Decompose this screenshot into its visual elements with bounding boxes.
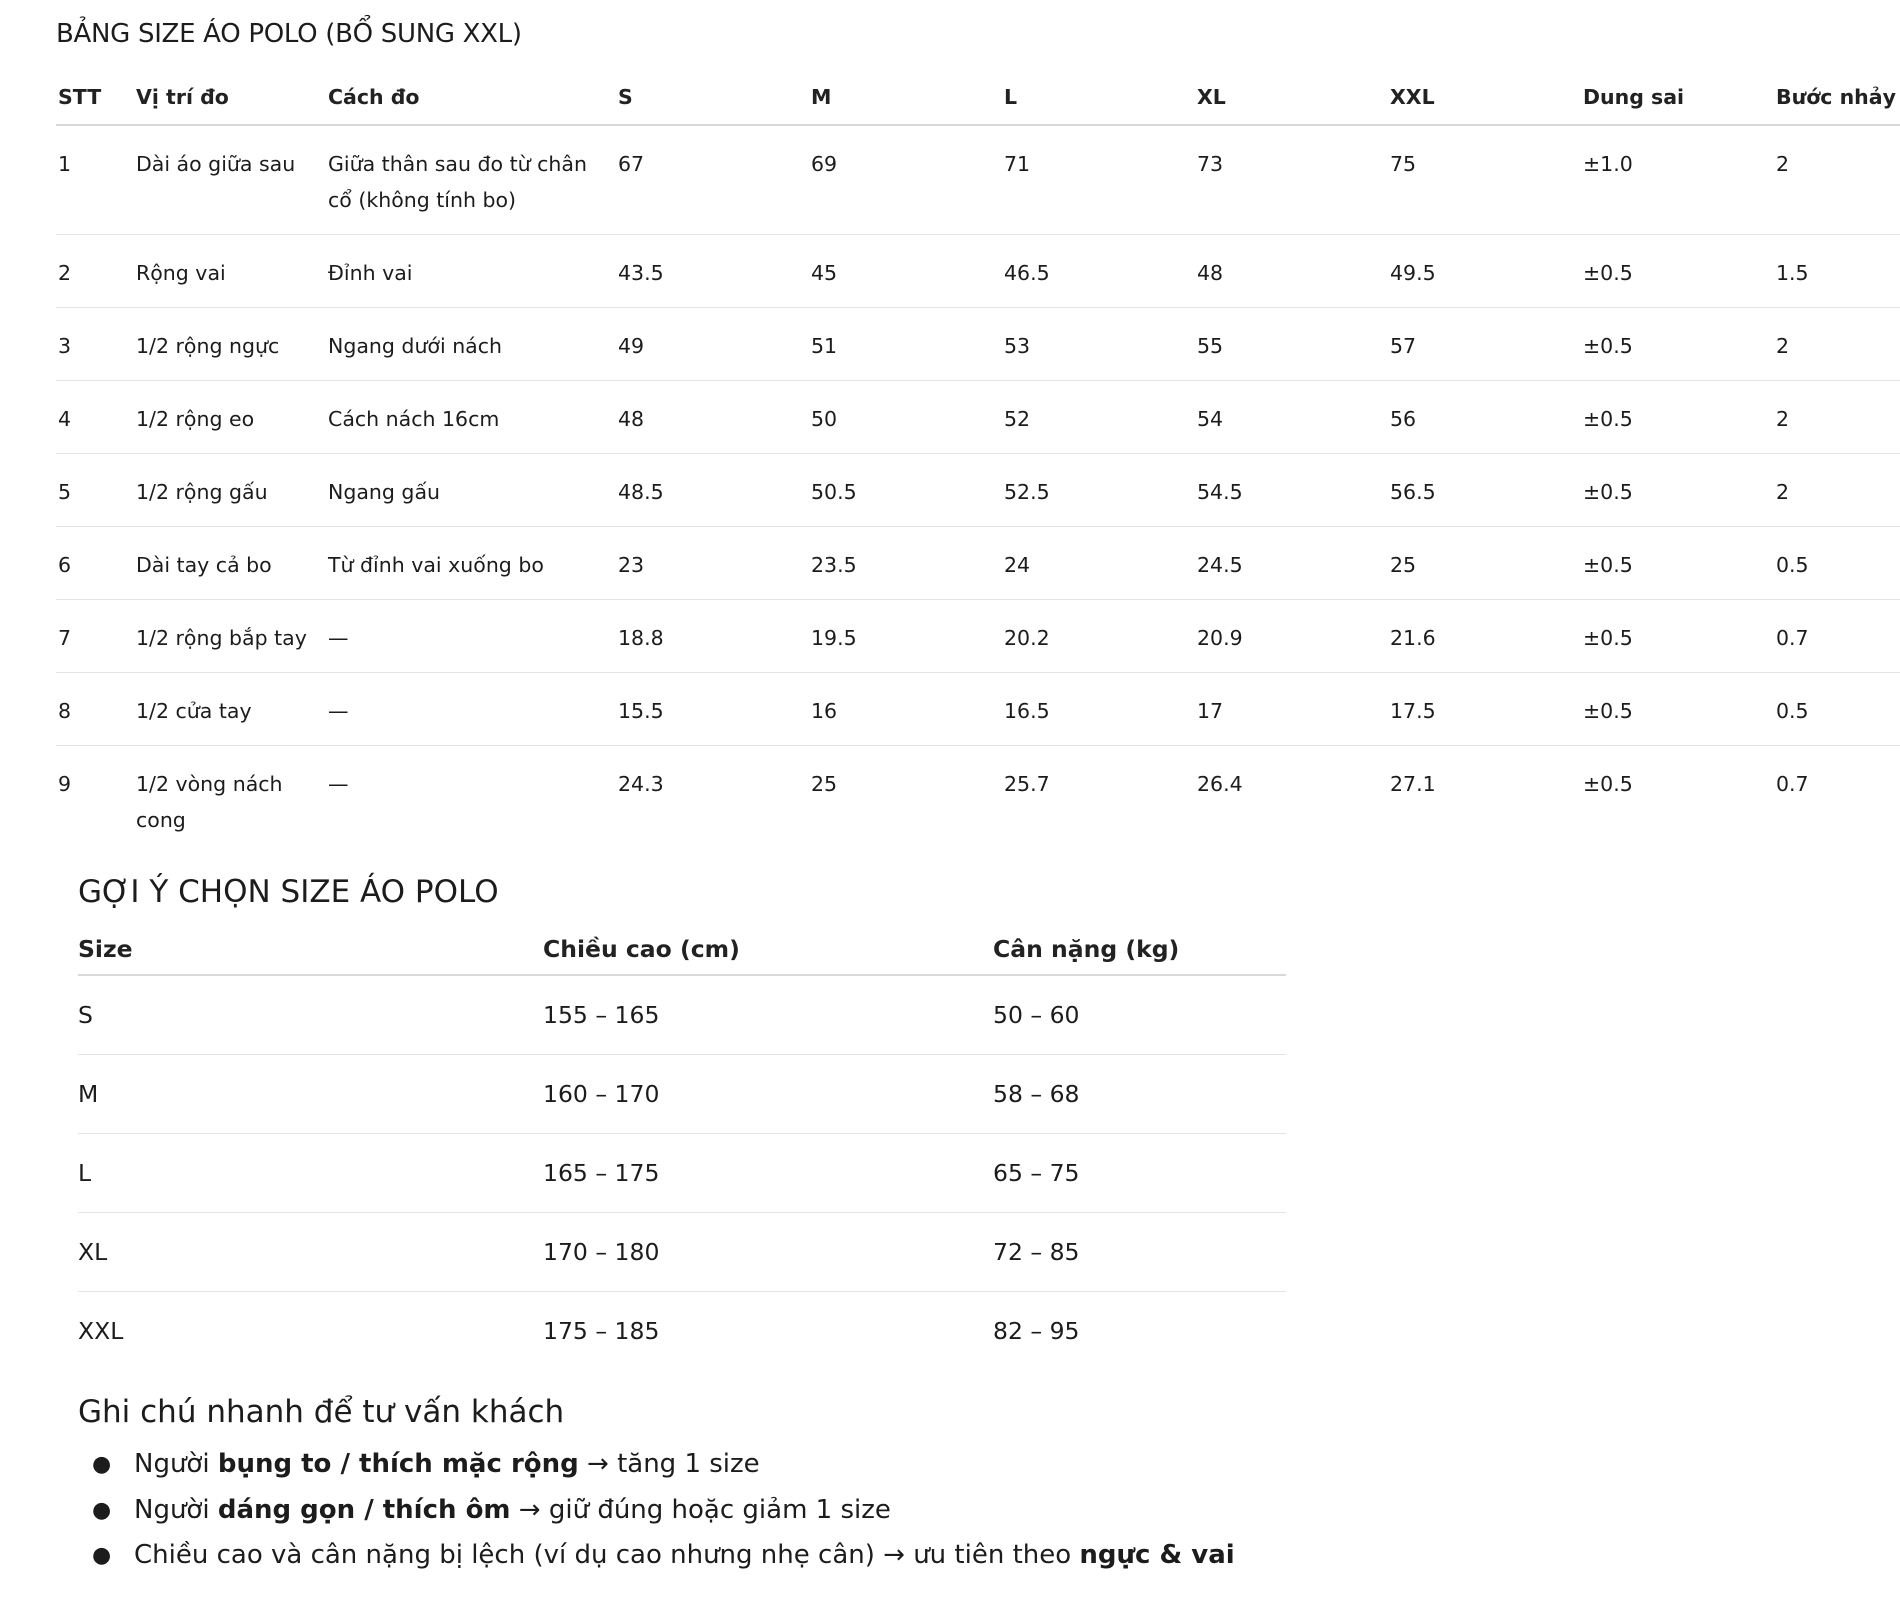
size-suggestion-title: GỢI Ý CHỌN SIZE ÁO POLO xyxy=(78,874,499,910)
list-item xyxy=(78,1442,1235,1488)
cell-step: 2 xyxy=(1774,308,1900,381)
column-header: Dung sai xyxy=(1581,76,1774,125)
cell-size-l: 53 xyxy=(1002,308,1195,381)
table-row xyxy=(56,746,1900,855)
cell-method: — xyxy=(326,600,616,673)
cell-size-m: 19.5 xyxy=(809,600,1002,673)
cell-size-l: 20.2 xyxy=(1002,600,1195,673)
cell-size-m: 25 xyxy=(811,772,838,796)
cell-tolerance: ±0.5 xyxy=(1583,772,1633,796)
note-emphasis: dáng gọn / thích ôm xyxy=(217,1494,511,1525)
cell-method: Giữa thân sau đo từ chân cổ (không tính bo) xyxy=(326,125,616,235)
cell-position: Dài tay cả bo xyxy=(134,527,326,600)
cell-size-xl: 17 xyxy=(1195,673,1388,746)
cell-step: 2 xyxy=(1774,125,1900,235)
list-item xyxy=(78,1488,1235,1534)
column-header: Bước nhảy xyxy=(1774,76,1900,125)
cell-size-s: 18.8 xyxy=(616,600,809,673)
cell-size: XL xyxy=(78,1213,543,1292)
cell-size-s: 24.3 xyxy=(618,772,664,796)
cell-position: Rộng vai xyxy=(134,235,326,308)
column-header: XL xyxy=(1195,76,1388,125)
table-header-row xyxy=(56,76,1900,125)
cell-size-s: 15.5 xyxy=(616,673,809,746)
cell-method: Ngang gấu xyxy=(326,454,616,527)
cell-size-xl: 48 xyxy=(1195,235,1388,308)
cell-height: 160 – 170 xyxy=(543,1055,993,1134)
note-text: Chiều cao và cân nặng bị lệch (ví dụ cao nhưng nhẹ cân) → ưu tiên theo xyxy=(134,1540,1080,1570)
cell-size-m: 23.5 xyxy=(809,527,1002,600)
cell-size-l: 52.5 xyxy=(1002,454,1195,527)
cell-size-s: 48.5 xyxy=(616,454,809,527)
cell-stt: 4 xyxy=(56,381,134,454)
cell-size-l: 52 xyxy=(1002,381,1195,454)
cell-size-xl: 20.9 xyxy=(1195,600,1388,673)
size-table-title: BẢNG SIZE ÁO POLO (BỔ SUNG XXL) xyxy=(56,19,522,49)
note-emphasis: bụng to / thích mặc rộng xyxy=(217,1449,579,1479)
cell-height: 170 – 180 xyxy=(543,1213,993,1292)
cell-method: Từ đỉnh vai xuống bo xyxy=(326,527,616,600)
cell-tolerance: ±0.5 xyxy=(1581,381,1774,454)
cell-size-l: 24 xyxy=(1002,527,1195,600)
table-row xyxy=(56,527,1900,600)
table-row xyxy=(78,1213,1286,1292)
cell-step: 2 xyxy=(1774,381,1900,454)
cell-size-s: 43.5 xyxy=(616,235,809,308)
cell-size-s: 67 xyxy=(616,125,809,235)
cell-size-xxl: 49.5 xyxy=(1388,235,1581,308)
size-suggestion-table xyxy=(78,924,1286,1370)
column-header: Cách đo xyxy=(326,76,616,125)
cell-size: L xyxy=(78,1134,543,1213)
list-item xyxy=(78,1533,1235,1579)
cell-tolerance: ±0.5 xyxy=(1581,673,1774,746)
note-text: Người xyxy=(134,1494,218,1525)
cell-tolerance: ±1.0 xyxy=(1581,125,1774,235)
cell-size-s: 48 xyxy=(616,381,809,454)
cell-position: Dài áo giữa sau xyxy=(134,125,326,235)
cell-step: 2 xyxy=(1774,454,1900,527)
cell-size: M xyxy=(78,1055,543,1134)
cell-height: 175 – 185 xyxy=(543,1317,660,1345)
cell-stt: 7 xyxy=(56,600,134,673)
cell-size-xxl: 75 xyxy=(1388,125,1581,235)
cell-step: 0.5 xyxy=(1774,673,1900,746)
size-measurement-table xyxy=(56,76,1900,854)
cell-size-m: 69 xyxy=(809,125,1002,235)
cell-size-xxl: 25 xyxy=(1388,527,1581,600)
table-row xyxy=(56,673,1900,746)
cell-tolerance: ±0.5 xyxy=(1581,527,1774,600)
cell-position: 1/2 rộng eo xyxy=(134,381,326,454)
cell-size: S xyxy=(78,975,543,1055)
cell-size-xl: 55 xyxy=(1195,308,1388,381)
cell-stt: 9 xyxy=(58,772,72,796)
cell-size-xxl: 27.1 xyxy=(1390,772,1436,796)
table-row xyxy=(56,600,1900,673)
cell-size-xl: 26.4 xyxy=(1197,772,1243,796)
cell-size-xxl: 17.5 xyxy=(1388,673,1581,746)
cell-step: 0.5 xyxy=(1774,527,1900,600)
cell-size-l: 71 xyxy=(1002,125,1195,235)
cell-weight: 58 – 68 xyxy=(993,1055,1286,1134)
cell-position: 1/2 rộng ngực xyxy=(134,308,326,381)
cell-size-xxl: 21.6 xyxy=(1388,600,1581,673)
column-header: STT xyxy=(56,76,134,125)
cell-stt: 3 xyxy=(56,308,134,381)
table-row xyxy=(78,1292,1286,1371)
cell-method: — xyxy=(326,673,616,746)
cell-stt: 6 xyxy=(56,527,134,600)
cell-step: 0.7 xyxy=(1774,600,1900,673)
cell-tolerance: ±0.5 xyxy=(1581,600,1774,673)
table-row xyxy=(78,1055,1286,1134)
column-header: M xyxy=(809,76,1002,125)
cell-size-l: 16.5 xyxy=(1002,673,1195,746)
cell-position: 1/2 rộng bắp tay xyxy=(134,600,326,673)
cell-position: 1/2 cửa tay xyxy=(134,673,326,746)
column-header: Vị trí đo xyxy=(134,76,326,125)
cell-size-xl: 73 xyxy=(1195,125,1388,235)
cell-stt: 5 xyxy=(56,454,134,527)
column-header: L xyxy=(1002,76,1195,125)
bullet-icon: ● xyxy=(92,1497,112,1523)
table-header-row xyxy=(78,924,1286,975)
notes-title: Ghi chú nhanh để tư vấn khách xyxy=(78,1394,565,1430)
table-row xyxy=(78,1134,1286,1213)
cell-size-m: 50.5 xyxy=(809,454,1002,527)
table-row xyxy=(56,381,1900,454)
column-header: XXL xyxy=(1388,76,1581,125)
bullet-icon: ● xyxy=(92,1543,112,1568)
cell-height: 155 – 165 xyxy=(543,975,993,1055)
cell-position: 1/2 rộng gấu xyxy=(134,454,326,527)
cell-weight: 72 – 85 xyxy=(993,1213,1286,1292)
cell-tolerance: ±0.5 xyxy=(1581,454,1774,527)
cell-weight: 50 – 60 xyxy=(993,975,1286,1055)
column-header: Chiều cao (cm) xyxy=(543,924,993,975)
table-row xyxy=(56,308,1900,381)
cell-weight: 82 – 95 xyxy=(993,1317,1080,1345)
cell-size-m: 16 xyxy=(809,673,1002,746)
cell-stt: 8 xyxy=(56,673,134,746)
column-header: S xyxy=(616,76,809,125)
cell-height: 165 – 175 xyxy=(543,1134,993,1213)
notes-list xyxy=(78,1442,1235,1579)
cell-size-l: 25.7 xyxy=(1004,772,1050,796)
cell-method: Ngang dưới nách xyxy=(326,308,616,381)
bullet-icon: ● xyxy=(92,1452,112,1477)
cell-weight: 65 – 75 xyxy=(993,1134,1286,1213)
cell-size-xxl: 56.5 xyxy=(1388,454,1581,527)
cell-stt: 1 xyxy=(56,125,134,235)
note-text: Người xyxy=(134,1449,218,1479)
table-row xyxy=(78,975,1286,1055)
cell-size: XXL xyxy=(78,1317,124,1345)
column-header: Cân nặng (kg) xyxy=(993,924,1286,975)
cell-size-s: 49 xyxy=(616,308,809,381)
cell-size-xxl: 56 xyxy=(1388,381,1581,454)
cell-method: Cách nách 16cm xyxy=(326,381,616,454)
table-row xyxy=(56,454,1900,527)
cell-step: 0.7 xyxy=(1776,772,1809,796)
cell-size-xl: 54 xyxy=(1195,381,1388,454)
note-emphasis: ngực & vai xyxy=(1079,1540,1235,1570)
table-row xyxy=(56,125,1900,235)
cell-size-l: 46.5 xyxy=(1002,235,1195,308)
cell-tolerance: ±0.5 xyxy=(1581,308,1774,381)
note-text: → giữ đúng hoặc giảm 1 size xyxy=(510,1494,891,1525)
cell-size-xl: 24.5 xyxy=(1195,527,1388,600)
cell-size-xxl: 57 xyxy=(1388,308,1581,381)
cell-size-m: 45 xyxy=(809,235,1002,308)
cell-tolerance: ±0.5 xyxy=(1581,235,1774,308)
cell-method: — xyxy=(328,772,349,796)
cell-method: Đỉnh vai xyxy=(326,235,616,308)
table-row xyxy=(56,235,1900,308)
cell-step: 1.5 xyxy=(1774,235,1900,308)
cell-stt: 2 xyxy=(56,235,134,308)
cell-size-s: 23 xyxy=(616,527,809,600)
cell-size-m: 50 xyxy=(809,381,1002,454)
note-text: → tăng 1 size xyxy=(578,1449,760,1479)
cell-size-m: 51 xyxy=(809,308,1002,381)
column-header: Size xyxy=(78,924,543,975)
cell-size-xl: 54.5 xyxy=(1195,454,1388,527)
cell-position: 1/2 vòng nách cong xyxy=(136,772,283,832)
